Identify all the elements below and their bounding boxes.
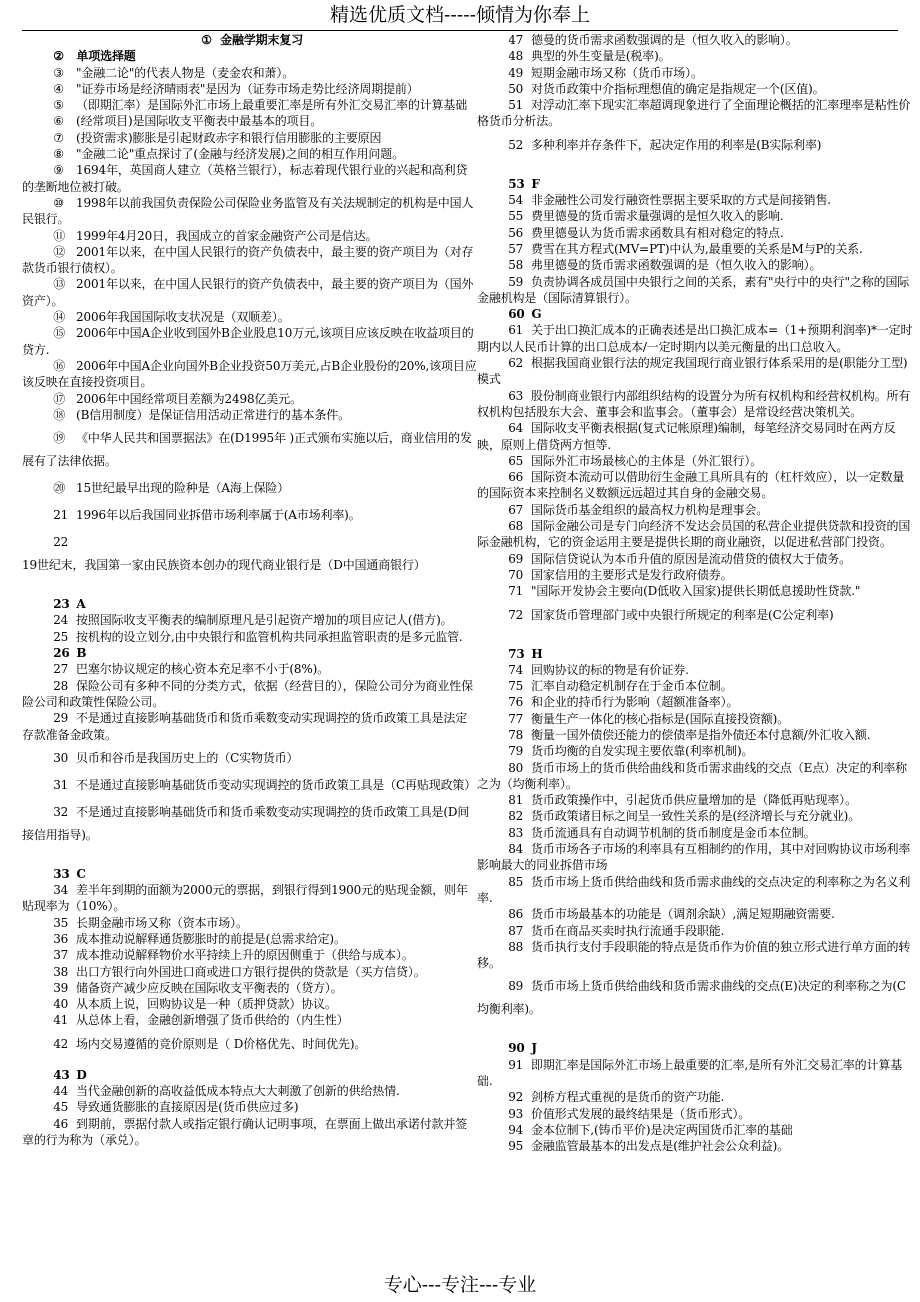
list-item	[477, 81, 915, 97]
item-text: 2006年中国经常项目差额为2498亿美元。	[76, 391, 302, 406]
item-text: 对货币政策中介指标理想值的确定是指规定一个(区值)。	[531, 81, 825, 96]
list-item	[477, 48, 915, 64]
list-item	[22, 980, 478, 996]
item-text: (B信用制度）是保证信用活动正常进行的基本条件。	[76, 407, 350, 422]
item-text: 按照国际收支平衡表的编制原理凡是引起资产增加的项目应记人(借方)。	[76, 613, 453, 628]
item-number: 55	[508, 209, 524, 224]
list-item	[22, 358, 478, 391]
item-text: 2006年我国国际收支状况是（双顺差）。	[76, 310, 290, 325]
list-item	[477, 65, 915, 81]
spacer	[477, 1024, 915, 1040]
list-item	[477, 874, 915, 907]
item-text: 衡量一国外债偿还能力的偿债率是指外债还本付息额/外汇收入额.	[531, 727, 871, 742]
item-text: 货币市场各子市场的利率具有互相制约的作用，其中对回购协议市场利率影响最大的同业拆借市场	[477, 842, 911, 873]
list-item	[477, 808, 915, 824]
item-number: ③	[53, 65, 64, 80]
item-text: 成本推动说解释物价水平持续上升的原因侧重于（供给与成本）。	[76, 948, 414, 963]
item-text: 按机构的设立划分,由中央银行和监管机构共同承担监管职责的是多元监管.	[76, 629, 463, 644]
header-divider	[22, 30, 898, 31]
item-number: ⑮	[53, 326, 66, 341]
list-item	[477, 1089, 915, 1105]
item-text: 金融监管最基本的出发点是(维护社会公众利益)。	[531, 1139, 789, 1154]
list-item	[22, 276, 478, 309]
item-text: 差半年到期的面额为2000元的票据，到银行得到1900元的贴现金额，则年贴现率为（10%）。	[22, 883, 468, 914]
item-text: 2006年中国A企业向国外B企业投资50万美元,占B企业股份的20%,该项目应该反映在直接投资项目。	[22, 358, 477, 390]
list-item	[22, 947, 478, 963]
item-text: 股份制商业银行内部组织结构的设置分为所有权机构和经营权机构。所有权机构包括股东大会、董事会和监事会。（董事会）是常设经营决策机关。	[477, 388, 911, 419]
list-item	[477, 388, 915, 421]
item-number: 45	[53, 1100, 69, 1115]
item-number: 23	[53, 597, 70, 612]
section-heading	[477, 306, 915, 322]
item-text: 19世纪末，我国第一家由民族资本创办的现代商业银行是（D中国通商银行）	[22, 558, 426, 573]
list-item	[22, 747, 478, 770]
item-number: 53	[508, 176, 525, 191]
item-text: 从本质上说，回购协议是一种（质押贷款）协议。	[76, 997, 337, 1012]
item-text: B	[76, 646, 87, 661]
item-text: 2001年以来，在中国人民银行的资产负债表中，最主要的资产项目为（国外资产）。	[22, 277, 474, 308]
list-item	[22, 325, 478, 358]
list-item	[477, 694, 915, 710]
list-item	[477, 760, 915, 793]
item-text: 1999年4月20日，我国成立的首家金融资产公司是信达。	[76, 228, 378, 243]
item-number: 83	[508, 825, 524, 840]
item-number: 82	[508, 809, 524, 824]
item-number: 65	[508, 453, 524, 468]
list-item	[477, 322, 915, 355]
item-text: 1998年以前我国负责保险公司保险业务监管及有关法规制定的机构是中国人民银行。	[22, 195, 474, 227]
item-number: 95	[508, 1139, 524, 1154]
item-text: 弗里德曼的货币需求函数强调的是（恒久收入的影响）。	[531, 258, 822, 273]
list-item	[22, 1083, 478, 1099]
list-item	[22, 391, 478, 407]
item-number: 74	[508, 662, 524, 677]
item-number: 49	[508, 65, 524, 80]
item-number: 54	[508, 193, 524, 208]
item-text: 不是通过直接影响基础货币变动实现调控的货币政策工具是（C再贴现政策）	[76, 777, 477, 792]
item-text: 长期金融市场又称（资本市场）。	[76, 915, 248, 930]
spacer	[477, 160, 915, 176]
list-item	[477, 1138, 915, 1154]
item-number: 87	[508, 923, 524, 938]
item-number: 56	[508, 225, 524, 240]
item-text: 保险公司有多种不同的分类方式，依据（经营目的），保险公司分为商业性保险公司和政策性保险公司。	[22, 678, 473, 709]
item-text: (经常项目)是国际收支平衡表中最基本的项目。	[76, 114, 323, 129]
item-number: 84	[508, 842, 524, 857]
item-number: 75	[508, 679, 524, 694]
list-item	[22, 130, 478, 146]
item-number: ④	[53, 81, 64, 96]
item-text: 典型的外生变量是(税率)。	[531, 49, 671, 64]
item-text: 货币市场最基本的功能是（调剂余缺）,满足短期融资需要.	[531, 907, 835, 922]
list-item	[477, 906, 915, 922]
item-number: 61	[508, 323, 524, 338]
item-text: 衡量生产一体化的核心指标是(国际直接投资额)。	[531, 711, 789, 726]
item-text: 国际资本流动可以借助衍生金融工具所具有的（杠杆效应），以一定数量的国际资本来控制名义数额远远超过其自身的金融交易。	[477, 470, 905, 501]
item-number: 39	[53, 980, 69, 995]
item-text: 单项选择题	[76, 49, 136, 64]
spacer	[477, 630, 915, 646]
spacer	[22, 1059, 478, 1067]
item-number: 88	[508, 939, 524, 954]
list-item	[477, 134, 915, 157]
list-item	[477, 825, 915, 841]
item-number: 76	[508, 695, 524, 710]
item-text: 金本位制下,(铸币平价)是决定两国货币汇率的基础	[531, 1122, 793, 1137]
list-item	[477, 257, 915, 273]
item-text: "国际开发协会主要向(D低收入国家)提供长期低息援助性贷款."	[531, 584, 861, 599]
spacer	[22, 580, 478, 596]
list-item	[22, 113, 478, 129]
item-text: 货币政策操作中，引起货币供应量增加的是（降低再贴现率）。	[531, 793, 857, 808]
item-text: 货币政策诸目标之间呈一致性关系的是(经济增长与充分就业)。	[531, 809, 861, 824]
list-item	[477, 604, 915, 627]
list-item	[477, 975, 915, 1021]
item-number: 29	[53, 711, 69, 726]
item-number: 41	[53, 1013, 69, 1028]
list-item	[477, 225, 915, 241]
list-item	[22, 309, 478, 325]
item-number: 37	[53, 948, 69, 963]
item-number: 28	[53, 678, 69, 693]
item-text: 回购协议的标的物是有价证券.	[531, 662, 689, 677]
item-text: 货币流通具有自动调节机制的货币制度是金币本位制。	[531, 825, 816, 840]
list-item	[22, 915, 478, 931]
item-number: 42	[53, 1036, 69, 1051]
item-number: 94	[508, 1122, 524, 1137]
section-heading	[22, 32, 478, 48]
item-number: 78	[508, 727, 524, 742]
item-text: "证券市场是经济晴雨表"是因为（证券市场走势比经济周期提前）	[76, 81, 419, 96]
list-item	[22, 1012, 478, 1028]
list-item	[22, 407, 478, 423]
item-number: 46	[53, 1116, 69, 1131]
list-item	[22, 661, 478, 677]
item-number: 92	[508, 1090, 524, 1105]
right-column	[477, 32, 915, 1155]
item-number: 51	[508, 98, 524, 113]
item-number: 34	[53, 883, 69, 898]
list-item	[477, 192, 915, 208]
item-number: 60	[508, 307, 525, 322]
item-number: 81	[508, 793, 524, 808]
item-number: 58	[508, 258, 524, 273]
list-item	[477, 743, 915, 759]
item-number: 25	[53, 629, 69, 644]
list-item	[22, 931, 478, 947]
item-text: 当代金融创新的高收益低成本特点大大刺激了创新的供给热情.	[76, 1084, 400, 1099]
list-item	[477, 841, 915, 874]
list-item	[477, 32, 915, 48]
list-item	[477, 1106, 915, 1122]
item-number: 40	[53, 997, 69, 1012]
left-column	[22, 32, 478, 1148]
item-text: 关于出口换汇成本的正确表述是出口换汇成本=（1+预期利润率)*一定时期内以人民币计算的出口总成本/一定时期内以美元衡量的出口总收入。	[477, 323, 913, 354]
item-text: 出口方银行向外国进口商或进口方银行提供的贷款是（买方信贷）。	[76, 964, 426, 979]
list-item	[477, 453, 915, 469]
item-text: 国际收支平衡表根据(复式记帐原理)编制，每笔经济交易同时在两方反映，原则上借贷两方恒等.	[477, 421, 896, 452]
list-item	[477, 208, 915, 224]
item-text: (投资需求)膨胀是引起财政赤字和银行信用膨胀的主要原因	[76, 130, 382, 145]
item-text: 储备资产减少应反映在国际收支平衡表的（贷方）。	[76, 980, 343, 995]
list-item	[477, 1057, 915, 1090]
item-number: 50	[508, 81, 524, 96]
item-number: ⑩	[53, 195, 64, 210]
list-item	[477, 711, 915, 727]
item-text: 货币市场上货币供给曲线和货币需求曲线的交点(E)决定的利率称之为(C均衡利率)。	[477, 979, 906, 1017]
item-text: 国际信贷说认为本币升值的原因是流动借贷的债权大于债务。	[531, 551, 851, 566]
list-item	[477, 97, 915, 130]
item-text: 价值形式发展的最终结果是（货币形式）。	[531, 1106, 751, 1121]
list-item	[22, 477, 478, 500]
list-item	[22, 882, 478, 915]
item-number: 86	[508, 907, 524, 922]
item-number: ⑳	[53, 481, 66, 496]
list-item	[22, 531, 478, 577]
page-footer: 专心---专注---专业	[383, 1274, 537, 1296]
item-text: 不是通过直接影响基础货币和货币乘数变动实现调控的货币政策工具是(D间接信用指导)。	[22, 804, 470, 842]
list-item	[22, 504, 478, 527]
item-text: 费里德曼的货币需求量强调的是恒久收入的影响.	[531, 209, 784, 224]
item-number: 44	[53, 1084, 69, 1099]
item-number: 59	[508, 274, 524, 289]
list-item	[477, 518, 915, 551]
spacer	[22, 850, 478, 866]
item-text: 短期金融市场又称（货币市场）。	[531, 65, 703, 80]
item-text: 到期前，票据付款人或指定银行确认记明事项，在票面上做出承诺付款并签章的行为称为（承兑）。	[22, 1116, 468, 1147]
item-number: 21	[53, 508, 69, 523]
list-item	[22, 1116, 478, 1149]
item-number: 70	[508, 567, 524, 582]
item-number: 91	[508, 1057, 524, 1072]
list-item	[22, 81, 478, 97]
item-number: ⑭	[53, 310, 66, 325]
item-number: ⑦	[53, 130, 64, 145]
item-number: 57	[508, 241, 524, 256]
section-heading	[22, 645, 478, 661]
item-text: 即期汇率是国际外汇市场上最重要的汇率,是所有外汇交易汇率的计算基础.	[477, 1057, 903, 1089]
item-text: 《中华人民共和国票据法》在(D1995年 )正式颁布实施以后，商业信用的发展有了法律依据。	[22, 431, 472, 469]
section-heading	[477, 176, 915, 192]
list-item	[477, 355, 915, 388]
item-number: ⑱	[53, 407, 66, 422]
item-text: A	[76, 597, 86, 612]
item-text: D	[76, 1067, 87, 1082]
item-text: 和企业的持币行为影响（超额准备率）。	[531, 695, 739, 710]
list-item	[477, 1122, 915, 1138]
list-item	[22, 195, 478, 228]
item-text: 汇率自动稳定机制存在于金币本位制。	[531, 679, 733, 694]
item-number: 89	[508, 979, 524, 994]
item-text: 剑桥方程式重视的是货币的资产功能.	[531, 1090, 725, 1105]
item-number: ⑥	[53, 114, 64, 129]
item-text: 货币市场上货币供给曲线和货币需求曲线的交点决定的利率称之为名义利率.	[477, 874, 911, 905]
item-text: 贝币和谷币是我国历史上的（C实物货币）	[76, 750, 299, 765]
section-heading	[22, 596, 478, 612]
item-number: 27	[53, 662, 69, 677]
item-text: 德曼的货币需求函数强调的是（恒久收入的影响）。	[531, 33, 798, 47]
item-text: （即期汇率）是国际外汇市场上最重要汇率是所有外汇交易汇率的计算基础	[76, 98, 468, 113]
item-number: ⑰	[53, 391, 66, 406]
section-heading	[22, 48, 478, 64]
item-number: 52	[508, 137, 524, 152]
list-item	[477, 241, 915, 257]
item-text: 根据我国商业银行法的规定我国现行商业银行体系采用的是(职能分工型)模式	[477, 356, 908, 387]
item-text: 费里德曼认为货币需求函数具有相对稳定的特点.	[531, 225, 784, 240]
item-number: 48	[508, 49, 524, 64]
item-number: 85	[508, 874, 524, 889]
list-item	[22, 146, 478, 162]
item-text: 1694年，英国商人建立（英格兰银行），标志着现代银行业的兴起和高利贷的垄断地位被打破。	[22, 163, 468, 194]
item-number: 72	[508, 607, 524, 622]
item-text: 15世纪最早出现的险种是（A海上保险）	[76, 481, 290, 496]
list-item	[22, 612, 478, 628]
item-number: 67	[508, 502, 524, 517]
item-text: F	[531, 176, 540, 191]
item-text: J	[531, 1041, 537, 1056]
item-number: 24	[53, 613, 69, 628]
item-number: ⑯	[53, 358, 66, 373]
item-number: 63	[508, 388, 524, 403]
item-number: 79	[508, 744, 524, 759]
item-number: 66	[508, 470, 524, 485]
item-number: 73	[508, 646, 525, 661]
list-item	[477, 502, 915, 518]
item-number: 43	[53, 1067, 70, 1082]
list-item	[22, 1033, 478, 1056]
item-text: 金融学期末复习	[220, 33, 304, 47]
item-text: 导致通货膨胀的直接原因是(货币供应过多)	[76, 1100, 299, 1115]
list-item	[477, 923, 915, 939]
item-text: 从总体上看，金融创新增强了货币供给的（内生性）	[76, 1013, 349, 1028]
list-item	[22, 228, 478, 244]
item-number: 90	[508, 1041, 525, 1056]
item-number: 69	[508, 551, 524, 566]
list-item	[22, 774, 478, 797]
item-number: 35	[53, 915, 69, 930]
item-text: "金融二论"重点探讨了(金融与经济发展)之间的相互作用问题。	[76, 147, 404, 162]
item-text: 不是通过直接影响基础货币和货币乘数变动实现调控的货币政策工具是法定存款准备金政策。	[22, 711, 468, 742]
item-number: 64	[508, 421, 524, 436]
item-number: 47	[508, 33, 524, 47]
item-text: 2006年中国A企业收到国外B企业股息10万元,该项目应该反映在收益项目的贷方.	[22, 326, 474, 357]
item-number: ②	[53, 49, 64, 64]
list-item	[477, 727, 915, 743]
list-item	[22, 629, 478, 645]
item-text: 国家信用的主要形式是发行政府债券。	[531, 567, 733, 582]
list-item	[477, 939, 915, 972]
section-heading	[477, 646, 915, 662]
item-text: 国际货币基金组织的最高权力机构是理事会。	[531, 502, 769, 517]
list-item	[22, 996, 478, 1012]
list-item	[22, 801, 478, 847]
list-item	[22, 710, 478, 743]
item-text: 巴塞尔协议规定的核心资本充足率不小于(8%)。	[76, 662, 329, 677]
item-number: 30	[53, 750, 69, 765]
item-number: 68	[508, 519, 524, 534]
list-item	[22, 1099, 478, 1115]
item-text: 货币在商品买卖时执行流通手段职能.	[531, 923, 725, 938]
item-text: "金融二论"的代表人物是（麦金农和萧）。	[76, 65, 295, 80]
list-item	[477, 420, 915, 453]
list-item	[22, 427, 478, 473]
item-number: ⑨	[53, 163, 64, 178]
item-number: 71	[508, 584, 524, 599]
item-number: 22	[53, 535, 69, 550]
item-number: ①	[201, 33, 212, 47]
item-text: 1996年以后我国同业拆借市场利率属于(A市场利率)。	[76, 508, 361, 523]
list-item	[477, 678, 915, 694]
item-number: 93	[508, 1106, 524, 1121]
item-text: 成本推动说解释通货膨胀时的前提是(总需求给定)。	[76, 931, 346, 946]
page-header: 精选优质文档-----倾情为你奉上	[329, 4, 591, 26]
item-number: ⑬	[53, 277, 66, 292]
item-text: 国家货币管理部门或中央银行所规定的利率是(C公定利率)	[531, 607, 834, 622]
item-number: ⑫	[53, 244, 66, 259]
item-text: 负责协调各成员国中央银行之间的关系，素有"央行中的央行"之称的国际金融机构是（国际清算银行）。	[477, 274, 910, 305]
item-number: ⑪	[53, 228, 66, 243]
item-text: 场内交易遵循的竞价原则是（ D价格优先、时间优先)。	[76, 1036, 367, 1051]
item-number: 80	[508, 760, 524, 775]
item-number: 31	[53, 777, 69, 792]
item-number: 62	[508, 356, 524, 371]
item-text: 货币均衡的自发实现主要依靠(利率机制)。	[531, 744, 754, 759]
item-number: ⑤	[53, 98, 64, 113]
item-number: 32	[53, 804, 69, 819]
list-item	[477, 792, 915, 808]
item-number: 77	[508, 711, 524, 726]
item-text: 对浮动汇率下现实汇率超调现象进行了全面理论概括的汇率理率是粘性价格货币分析法。	[477, 98, 911, 129]
list-item	[22, 65, 478, 81]
item-text: H	[531, 646, 543, 661]
list-item	[22, 964, 478, 980]
section-heading	[22, 866, 478, 882]
item-text: 非金融性公司发行融资性票据主要采取的方式是间接销售.	[531, 193, 831, 208]
list-item	[22, 162, 478, 195]
item-number: ⑧	[53, 147, 64, 162]
item-text: 国际外汇市场最核心的主体是（外汇银行）。	[531, 453, 763, 468]
list-item	[477, 583, 915, 599]
item-text: C	[76, 866, 86, 881]
list-item	[477, 551, 915, 567]
item-text: 国际金融公司是专门向经济不发达会员国的私营企业提供贷款和投资的国际金融机构，它的资金运用主要是提供长期的商业融资，以促进私营部门投资。	[477, 519, 911, 550]
item-number: 38	[53, 964, 69, 979]
item-text: 货币市场上的货币供给曲线和货币需求曲线的交点（E点）决定的利率称之为（均衡利率）。	[477, 760, 908, 791]
item-text: 货币执行支付手段职能的特点是货币作为价值的独立形式进行单方面的转移。	[477, 939, 911, 971]
item-text: 多种利率并存条件下，起决定作用的利率是(B实际利率)	[531, 137, 822, 152]
section-heading	[22, 1067, 478, 1083]
section-heading	[477, 1040, 915, 1056]
item-text: 2001年以来，在中国人民银行的资产负债表中，最主要的资产项目为（对存款货币银行债权）。	[22, 244, 474, 276]
list-item	[477, 567, 915, 583]
list-item	[22, 244, 478, 277]
item-text: G	[531, 307, 542, 322]
item-number: 33	[53, 866, 70, 881]
item-text: 费雪在其方程式(MV=PT)中认为,最重要的关系是M与P的关系.	[531, 241, 863, 256]
list-item	[477, 662, 915, 678]
list-item	[22, 678, 478, 711]
item-number: 26	[53, 646, 70, 661]
item-number: ⑲	[53, 431, 66, 446]
list-item	[477, 274, 915, 307]
list-item	[22, 97, 478, 113]
item-number: 36	[53, 931, 69, 946]
list-item	[477, 469, 915, 502]
